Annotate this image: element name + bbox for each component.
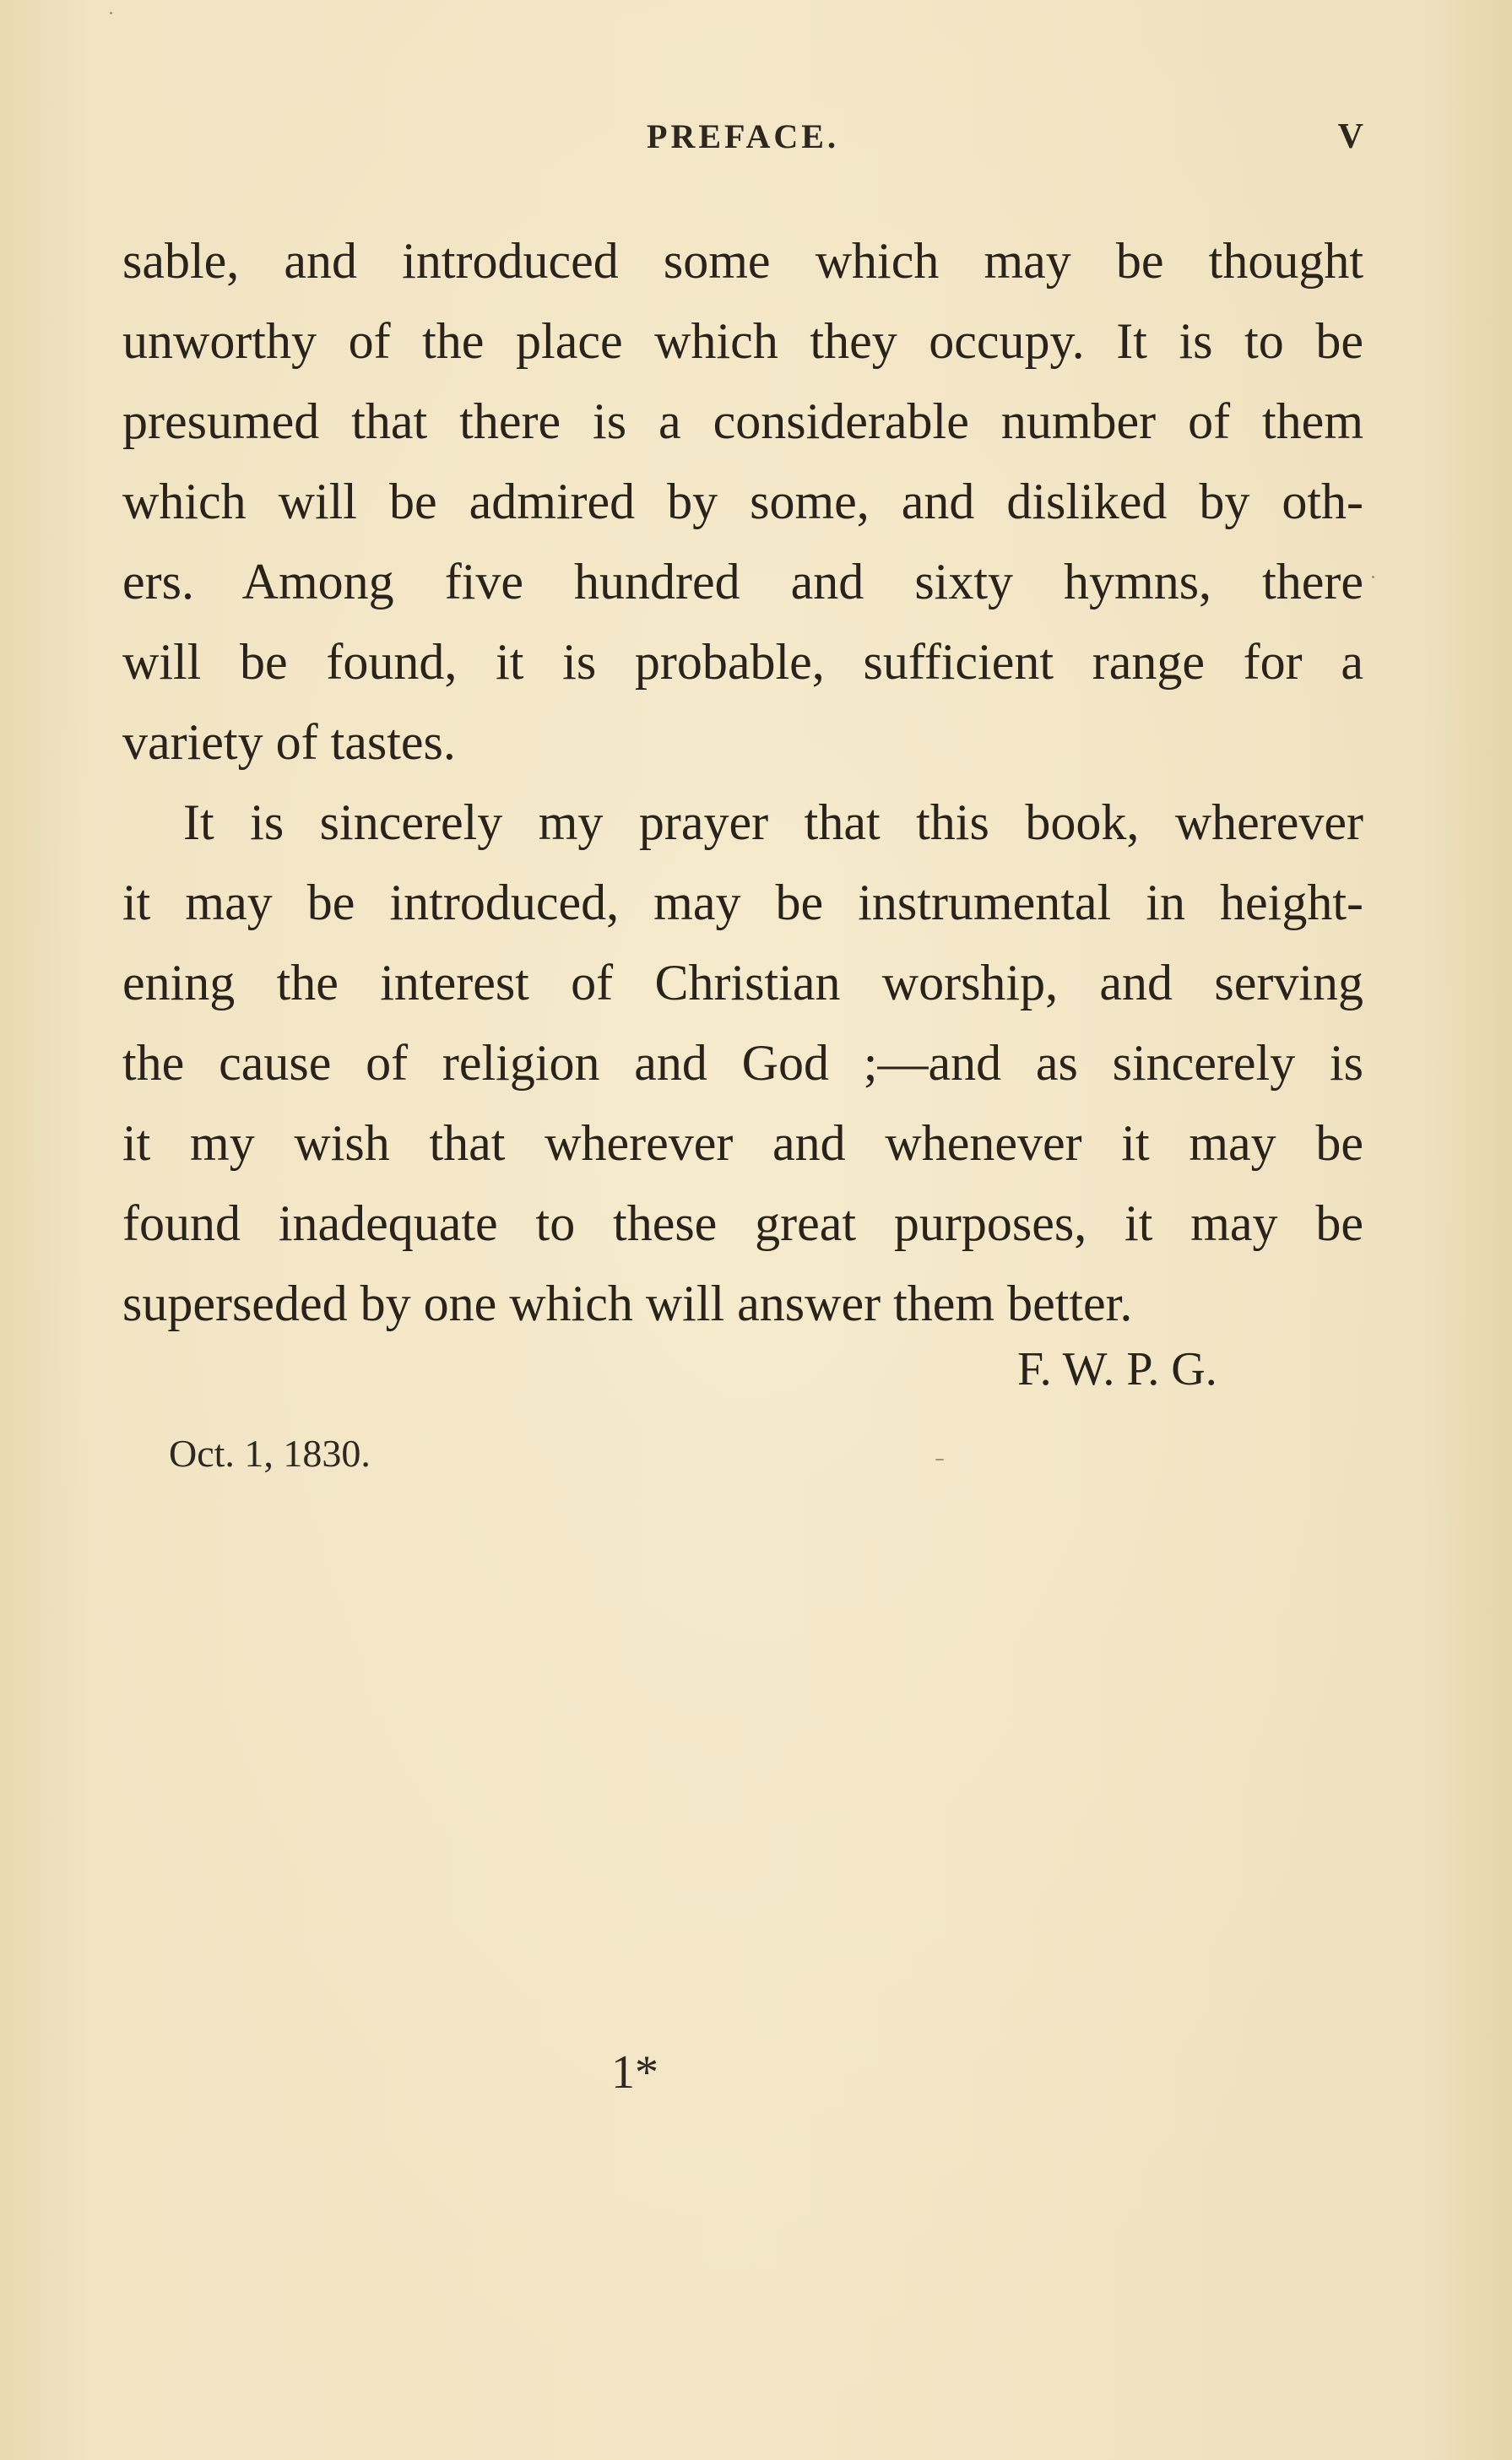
text-line: found inadequate to these great purposes, it may be	[122, 1195, 1363, 1251]
paper-speck	[110, 12, 112, 14]
running-title: PREFACE.	[647, 117, 839, 155]
page-number: V	[1337, 117, 1363, 156]
paper-speck	[1372, 576, 1374, 578]
preface-body	[122, 221, 1363, 1344]
paragraph-2	[122, 783, 1363, 1344]
text-line: presumed that there is a considerable number of them	[122, 393, 1363, 449]
text-line: the cause of religion and God ;—and as sincerely is	[122, 1035, 1363, 1091]
printer-signature-mark: 1*	[611, 2046, 658, 2099]
text-line: variety of tastes.	[122, 714, 456, 770]
text-line: which will be admired by some, and disliked by oth-	[122, 474, 1363, 529]
preface-date: Oct. 1, 1830.	[169, 1432, 371, 1475]
page-header	[122, 116, 1363, 167]
text-line: sable, and introduced some which may be thought	[122, 233, 1363, 289]
text-line: will be found, it is probable, sufficient range for a	[122, 634, 1363, 690]
text-line: it may be introduced, may be instrumental in height-	[122, 875, 1363, 930]
text-line: it my wish that wherever and whenever it may be	[122, 1115, 1363, 1171]
paragraph-1	[122, 221, 1363, 783]
text-line: ers. Among five hundred and sixty hymns, there	[122, 554, 1363, 610]
paper-speck	[935, 1459, 944, 1460]
author-initials: F. W. P. G.	[1017, 1343, 1217, 1395]
text-line: superseded by one which will answer them better.	[122, 1276, 1133, 1331]
text-line: unworthy of the place which they occupy. It is to be	[122, 313, 1363, 369]
text-line: It is sincerely my prayer that this book, wherever	[183, 794, 1363, 850]
text-line: ening the interest of Christian worship, and serving	[122, 955, 1363, 1011]
